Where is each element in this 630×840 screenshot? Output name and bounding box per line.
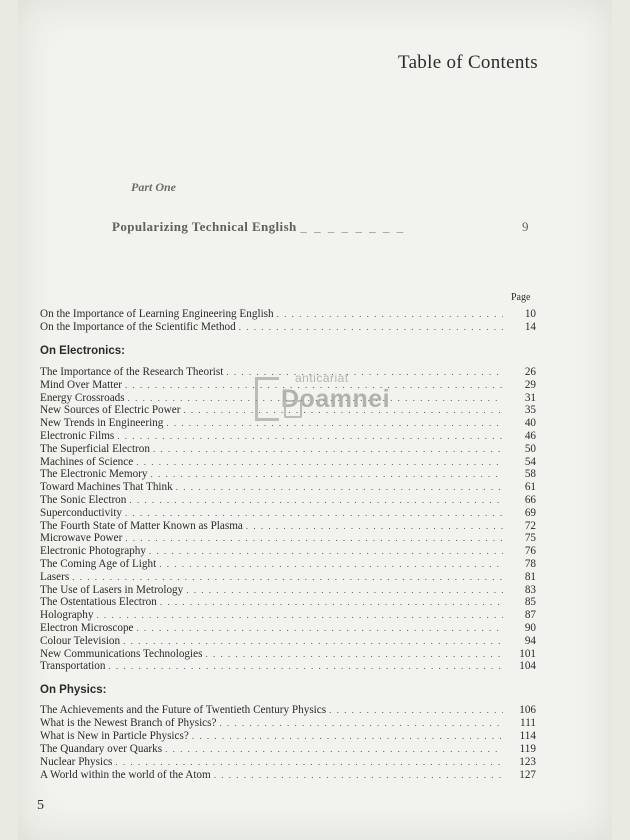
toc-entry-page: 127 [519, 769, 536, 781]
toc-entry-page: 54 [524, 455, 536, 468]
toc-entry-page: 101 [519, 647, 536, 660]
dot-leader [125, 507, 503, 520]
toc-entry-title: Transportation [40, 660, 106, 673]
toc-entry[interactable] [40, 558, 536, 571]
dot-leader [125, 532, 503, 545]
toc-entry[interactable] [40, 321, 536, 334]
toc-entry-title: The Coming Age of Light [40, 558, 157, 570]
part-title-leader: _ _ _ _ _ _ _ _ [300, 219, 406, 234]
dot-leader [176, 481, 503, 494]
toc-entry-page: 119 [519, 743, 536, 755]
toc-entry-title: What is the Newest Branch of Physics? [40, 717, 217, 729]
toc-entry-title: Electronic Films [40, 430, 115, 442]
toc-entry[interactable] [40, 430, 536, 443]
toc-entry-page: 14 [524, 321, 536, 333]
toc-entry-page: 81 [524, 570, 536, 583]
dot-leader [214, 769, 503, 782]
toc-entry-title: Holography [40, 609, 94, 622]
toc-entry[interactable] [40, 481, 536, 494]
toc-entry-title: New Sources of Electric Power [40, 404, 181, 417]
toc-entry[interactable] [40, 308, 536, 321]
toc-entry-title: Machines of Science [40, 455, 134, 468]
toc-entry-page: 90 [524, 622, 536, 634]
part-title: Popularizing Technical English [112, 219, 297, 234]
dot-leader [153, 443, 503, 456]
document-page [18, 0, 612, 840]
dot-leader [192, 730, 503, 743]
dot-leader [239, 321, 503, 334]
toc-entry-title: The Fourth State of Matter Known as Plasma [40, 519, 243, 532]
dot-leader [96, 609, 503, 622]
toc-entry-page: 111 [520, 717, 536, 729]
toc-entry[interactable] [40, 532, 536, 545]
books-icon [284, 400, 302, 418]
watermark-frame [255, 377, 279, 421]
toc-entry-page: 83 [524, 583, 536, 596]
toc-entry-title: A World within the world of the Atom [40, 769, 211, 781]
page-title: Table of Contents [398, 52, 538, 73]
toc-entry-title: The Electronic Memory [40, 468, 148, 481]
dot-leader [149, 545, 503, 558]
part-label: Part One [131, 180, 176, 194]
toc-entry[interactable] [40, 756, 536, 769]
toc-entry[interactable] [40, 494, 536, 507]
toc-entry-title: The Importance of the Research Theorist [40, 366, 224, 378]
dot-leader [205, 648, 503, 661]
watermark-big-text: Doamnei [281, 385, 391, 413]
toc-entry-page: 69 [524, 506, 536, 519]
toc-entry[interactable] [40, 443, 536, 456]
toc-entry-page: 78 [524, 558, 536, 570]
toc-entry-title: Electron Microscope [40, 622, 134, 634]
toc-entry-page: 85 [524, 596, 536, 609]
toc-entry-title: On the Importance of the Scientific Method [40, 321, 236, 333]
toc-entry-page: 114 [519, 730, 536, 742]
part-page-number: 9 [522, 219, 529, 234]
toc-entry-title: Microwave Power [40, 532, 123, 545]
dot-leader [117, 430, 503, 443]
toc-entry-title: New Communications Technologies [40, 647, 203, 660]
dot-leader [115, 756, 503, 769]
dot-leader [165, 743, 503, 756]
dot-leader [277, 308, 503, 321]
watermark-small-text: anticariat [295, 371, 349, 385]
section-heading-physics: On Physics: [40, 684, 107, 696]
toc-entry-title: Energy Crossroads [40, 391, 125, 404]
toc-entry[interactable] [40, 769, 536, 782]
toc-entry-title: What is New in Particle Physics? [40, 730, 189, 742]
toc-entry-page: 94 [524, 634, 536, 647]
toc-entry-page: 72 [524, 519, 536, 532]
dot-leader [219, 717, 503, 730]
toc-entry-title: Nuclear Physics [40, 756, 113, 768]
dot-leader [150, 468, 503, 481]
toc-entry-title: Superconductivity [40, 506, 123, 519]
toc-entry-page: 66 [524, 494, 536, 506]
toc-entry[interactable] [40, 660, 536, 673]
toc-entry-page: 31 [524, 391, 536, 404]
toc-entry[interactable] [40, 635, 536, 648]
dot-leader [137, 622, 503, 635]
toc-entry-title: Toward Machines That Think [40, 481, 173, 494]
toc-entry-page: 29 [524, 378, 536, 391]
watermark-logo [255, 371, 444, 427]
toc-entry-page: 10 [524, 308, 536, 320]
dot-leader [136, 456, 503, 469]
dot-leader [108, 660, 503, 673]
dot-leader [129, 494, 503, 507]
toc-entry[interactable] [40, 622, 536, 635]
toc-entry[interactable] [40, 468, 536, 481]
toc-entry[interactable] [40, 456, 536, 469]
toc-entry-title: On the Importance of Learning Engineering English [40, 308, 274, 320]
toc-entry[interactable] [40, 545, 536, 558]
toc-entry-page: 76 [524, 545, 536, 558]
dot-leader [160, 596, 503, 609]
toc-entry-page: 123 [519, 756, 536, 768]
part-title-row [112, 219, 529, 235]
toc-entry-title: New Trends in Engineering [40, 417, 164, 430]
toc-entry[interactable] [40, 520, 536, 533]
toc-entry[interactable] [40, 704, 536, 717]
dot-leader [329, 704, 503, 717]
dot-leader [246, 520, 503, 533]
toc-entry[interactable] [40, 609, 536, 622]
toc-entry-page: 104 [519, 660, 536, 673]
toc-entry[interactable] [40, 717, 536, 730]
dot-leader [186, 584, 503, 597]
toc-entry-title: The Use of Lasers in Metrology [40, 583, 184, 596]
toc-entry[interactable] [40, 507, 536, 520]
toc-entry-title: Lasers [40, 570, 70, 583]
toc-entry-page: 61 [524, 481, 536, 494]
toc-entry-title: Colour Television [40, 634, 121, 647]
toc-entry-title: The Ostentatious Electron [40, 596, 157, 609]
toc-entry[interactable] [40, 730, 536, 743]
page-column-header: Page [511, 292, 531, 303]
toc-entry-page: 35 [524, 404, 536, 417]
toc-entry[interactable] [40, 743, 536, 756]
toc-entry-page: 106 [519, 704, 536, 716]
toc-entry-page: 40 [524, 417, 536, 430]
dot-leader [72, 571, 503, 584]
footer-page-number: 5 [37, 798, 44, 813]
toc-entry[interactable] [40, 584, 536, 597]
dot-leader [159, 558, 503, 571]
toc-entry-page: 58 [524, 468, 536, 481]
toc-entry-title: Electronic Photography [40, 545, 146, 558]
toc-entry-page: 75 [524, 532, 536, 545]
section-heading-electronics: On Electronics: [40, 345, 125, 357]
dot-leader [123, 635, 503, 648]
toc-entry[interactable] [40, 571, 536, 584]
toc-entry-title: The Superficial Electron [40, 442, 150, 455]
toc-entry[interactable] [40, 596, 536, 609]
toc-entry-page: 50 [524, 442, 536, 455]
toc-entry-title: Mind Over Matter [40, 378, 123, 391]
toc-entry-title: The Achievements and the Future of Twentieth Century Physics [40, 704, 327, 716]
toc-entry-title: The Quandary over Quarks [40, 743, 163, 755]
toc-entry-title: The Sonic Electron [40, 494, 127, 506]
toc-entry[interactable] [40, 648, 536, 661]
toc-entry-page: 26 [524, 366, 536, 378]
toc-entry-page: 87 [524, 609, 536, 622]
toc-entry-page: 46 [524, 430, 536, 442]
